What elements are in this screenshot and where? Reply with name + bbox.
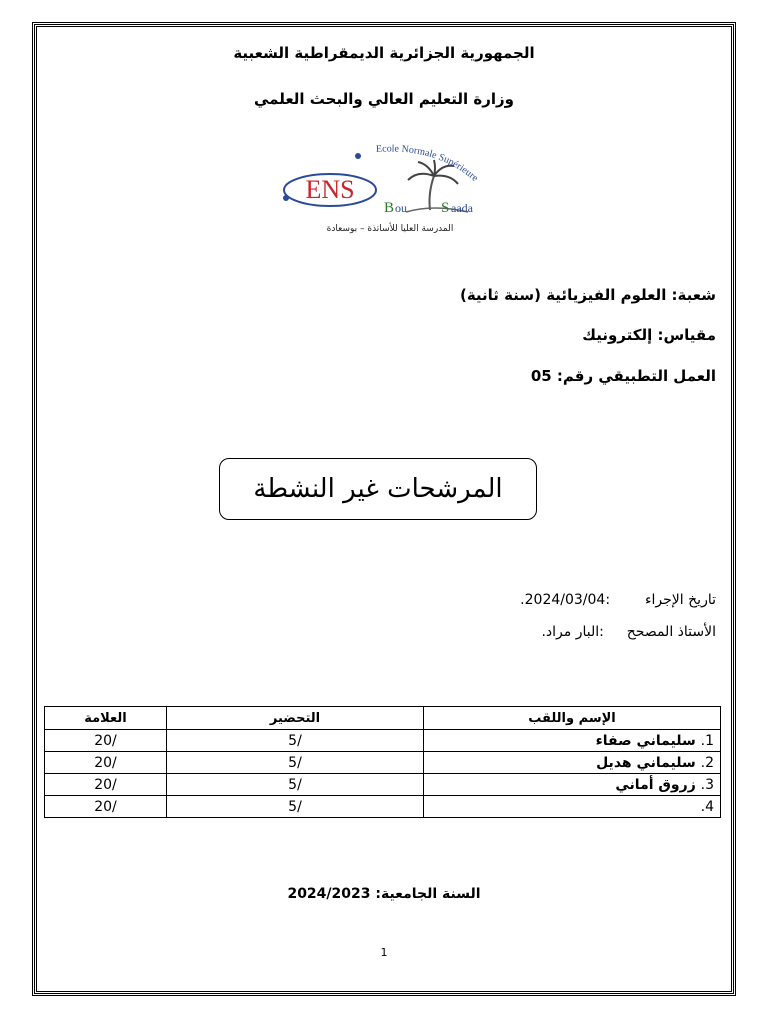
- table-header-row: [45, 707, 721, 730]
- topic-title: المرشحات غير النشطة: [253, 474, 503, 504]
- page-number: 1: [380, 946, 388, 959]
- header-prep: التحضير: [167, 707, 424, 730]
- logo-city-b: B: [384, 200, 395, 216]
- logo-acronym: ENS: [305, 175, 355, 204]
- student-name-cell: [424, 752, 721, 774]
- header-grade: العلامة: [45, 707, 167, 730]
- republic-title: الجمهورية الجزائرية الديمقراطية الشعبية: [233, 44, 535, 62]
- logo-city-aada: aada: [451, 201, 473, 215]
- lab-line: [531, 367, 716, 385]
- school-logo: [278, 138, 508, 238]
- branch-line: شعبة: العلوم الفيزيائية (سنة ثانية): [459, 286, 716, 304]
- date-value: :2024/03/04.: [520, 592, 611, 608]
- student-name-cell: [424, 796, 721, 818]
- table-row: [45, 730, 721, 752]
- svg-text:Ecole Normale Supérieure: [376, 143, 481, 184]
- grade-cell: /20: [45, 774, 167, 796]
- logo-city-s: S: [441, 200, 450, 216]
- row-number: 1.: [700, 732, 714, 749]
- student-name: زروق أماني: [615, 776, 696, 793]
- grades-table: [44, 706, 721, 818]
- grade-cell: /20: [45, 730, 167, 752]
- table-row: [45, 796, 721, 818]
- ministry-title: وزارة التعليم العالي والبحث العلمي: [253, 90, 515, 108]
- table-row: [45, 752, 721, 774]
- grade-cell: /20: [45, 796, 167, 818]
- row-number: 3.: [700, 776, 714, 793]
- logo-arabic-name: المدرسة العليا للأساتذة – بوسعادة: [326, 224, 454, 234]
- date-line: [520, 592, 716, 608]
- prep-cell: /5: [167, 752, 424, 774]
- prep-cell: /5: [167, 774, 424, 796]
- date-label: تاريخ الإجراء: [644, 592, 716, 608]
- student-name-cell: [424, 730, 721, 752]
- logo-city-ou: ou: [395, 201, 407, 215]
- logo-arc-text: Ecole Normale Supérieure: [375, 143, 481, 184]
- logo-graphic: [278, 138, 508, 238]
- row-number: 2.: [700, 754, 714, 771]
- student-name-cell: [424, 774, 721, 796]
- academic-year-value: 2024/2023: [287, 886, 371, 902]
- student-name: سليماني صفاء: [595, 732, 696, 749]
- header-name: الإسم واللقب: [424, 707, 721, 730]
- academic-year-line: [0, 886, 768, 902]
- module-line: مقياس: إلكترونيك: [582, 326, 716, 344]
- row-number: 4.: [700, 798, 714, 815]
- professor-label: الأستاذ المصحح: [626, 624, 716, 640]
- professor-line: [541, 624, 716, 640]
- academic-year-label: السنة الجامعية:: [375, 886, 481, 902]
- topic-box: [219, 458, 537, 520]
- grade-cell: /20: [45, 752, 167, 774]
- student-name: سليماني هديل: [596, 754, 696, 771]
- professor-value: :البار مراد.: [541, 624, 604, 640]
- lab-number: 05: [530, 367, 552, 385]
- prep-cell: /5: [167, 796, 424, 818]
- table-row: [45, 774, 721, 796]
- lab-label: العمل التطبيقي رقم:: [556, 367, 716, 385]
- prep-cell: /5: [167, 730, 424, 752]
